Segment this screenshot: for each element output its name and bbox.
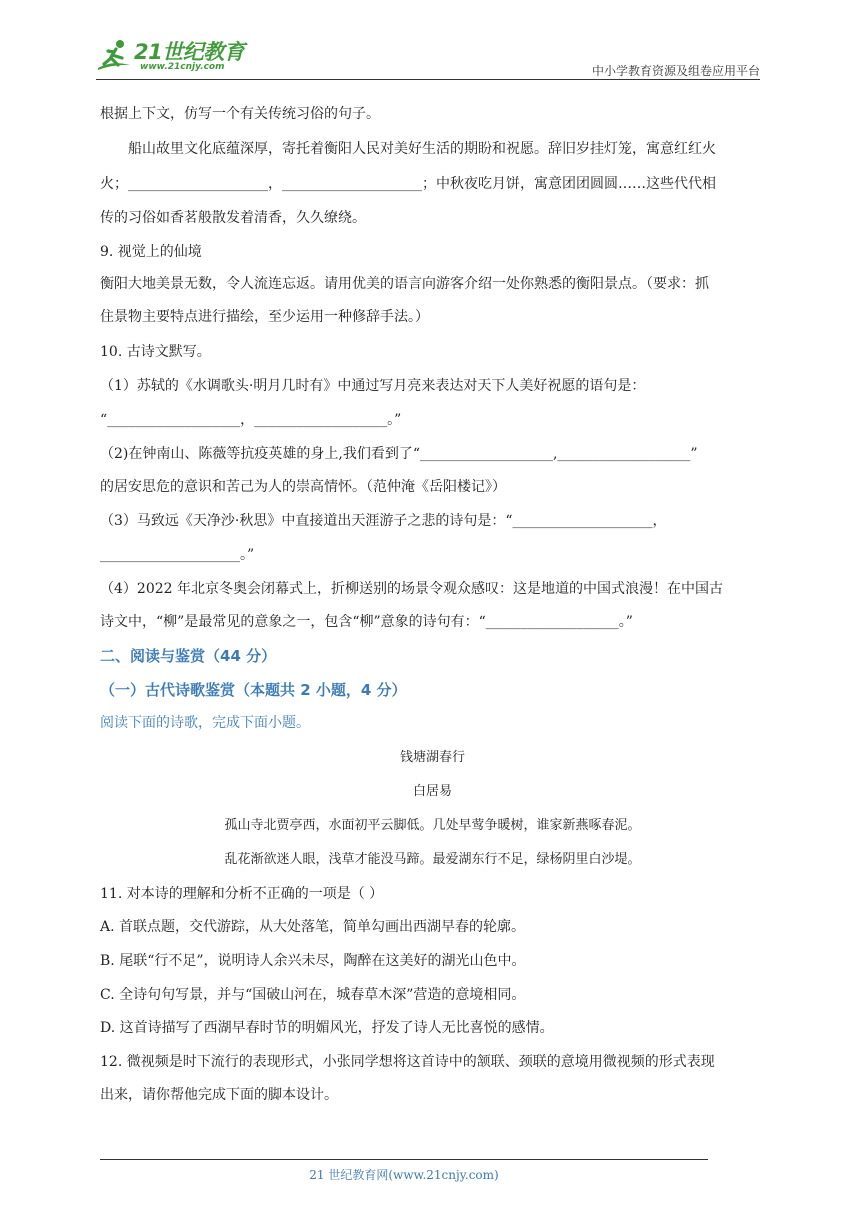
text-line: （1）苏轼的《水调歌头·明月几时有》中通过写月亮来表达对天下人美好祝愿的语句是： xyxy=(100,378,646,394)
footer-text: 21 世纪教育网(www.21cnjy.com) xyxy=(309,1168,499,1182)
question-10-title: 10. 古诗文默写。 xyxy=(100,344,211,360)
text-line: 住景物主要特点进行描绘，至少运用一种修辞手法。） xyxy=(100,309,429,325)
fill-blank-line: “___________________，___________________。” xyxy=(100,412,402,428)
text-line: （3）马致远《天净沙·秋思》中直接道出天涯游子之悲的诗句是：“____________________， xyxy=(100,513,667,529)
poem-author: 白居易 xyxy=(412,784,452,799)
logo-url: www.21cnjy.com xyxy=(140,62,225,72)
question-9-title: 9. 视觉上的仙境 xyxy=(100,244,202,260)
text-line: 根据上下文，仿写一个有关传统习俗的句子。 xyxy=(100,106,380,122)
logo-text: 21世纪教育 xyxy=(134,40,245,64)
footer-divider xyxy=(100,1159,708,1160)
text-line: （2)在钟南山、陈薇等抗疫英雄的身上,我们看到了“___________________,___________________” xyxy=(100,446,698,462)
fill-blank-line: ____________________。” xyxy=(100,547,255,563)
question-11-stem: 11. 对本诗的理解和分析不正确的一项是（ ） xyxy=(100,886,384,902)
page-header xyxy=(96,34,760,78)
poem-title: 钱塘湖春行 xyxy=(399,750,465,765)
text-line: 衡阳大地美景无数，令人流连忘返。请用优美的语言向游客介绍一处你熟悉的衡阳景点。（要求：抓 xyxy=(100,276,709,292)
option-b: B. 尾联“行不足”，说明诗人余兴未尽，陶醉在这美好的湖光山色中。 xyxy=(100,953,526,969)
text-line: （4）2022 年北京冬奥会闭幕式上，折柳送别的场景令观众感叹：这是地道的中国式浪漫！在中国古 xyxy=(100,581,723,597)
question-12-stem: 12. 微视频是时下流行的表现形式，小张同学想将这首诗中的颔联、颈联的意境用微视频的形式表现 xyxy=(100,1054,715,1070)
text-line: 诗文中，“柳”是最常见的意象之一，包含“柳”意象的诗句有：“___________________。” xyxy=(100,614,633,630)
text-line: 火；____________________，____________________；中秋夜吃月饼，寓意团团圆圆……这些代代相 xyxy=(100,176,716,192)
text-line: 的居安思危的意识和苦己为人的崇高情怀。（范仲淹《岳阳楼记》） xyxy=(100,479,506,495)
header-divider xyxy=(96,79,760,80)
subsection-title: （一）古代诗歌鉴赏（本题共 2 小题，4 分） xyxy=(100,681,407,699)
option-a: A. 首联点题，交代游踪，从大处落笔，简单勾画出西湖早春的轮廓。 xyxy=(100,919,526,935)
platform-name: 中小学教育资源及组卷应用平台 xyxy=(591,64,760,78)
poem-line: 乱花渐欲迷人眼，浅草才能没马蹄。最爱湖东行不足，绿杨阴里白沙堤。 xyxy=(224,852,641,867)
runner-logo-icon xyxy=(96,38,136,76)
text-line: 传的习俗如香茗般散发着清香，久久缭绕。 xyxy=(100,210,366,226)
logo xyxy=(96,34,266,78)
poem-line: 孤山寺北贾亭西，水面初平云脚低。几处早莺争暖树，谁家新燕啄春泥。 xyxy=(224,818,641,833)
option-c: C. 全诗句句写景，并与“国破山河在，城春草木深”营造的意境相同。 xyxy=(100,987,526,1003)
option-d: D. 这首诗描写了西湖早春时节的明媚风光，抒发了诗人无比喜悦的感情。 xyxy=(100,1020,554,1036)
section-title: 二、阅读与鉴赏（44 分） xyxy=(100,647,277,665)
text-line: 出来，请你帮他完成下面的脚本设计。 xyxy=(100,1087,338,1103)
text-line: 船山故里文化底蕴深厚，寄托着衡阳人民对美好生活的期盼和祝愿。辞旧岁挂灯笼，寓意红红火 xyxy=(128,141,716,157)
instruction-text: 阅读下面的诗歌，完成下面小题。 xyxy=(100,715,310,731)
